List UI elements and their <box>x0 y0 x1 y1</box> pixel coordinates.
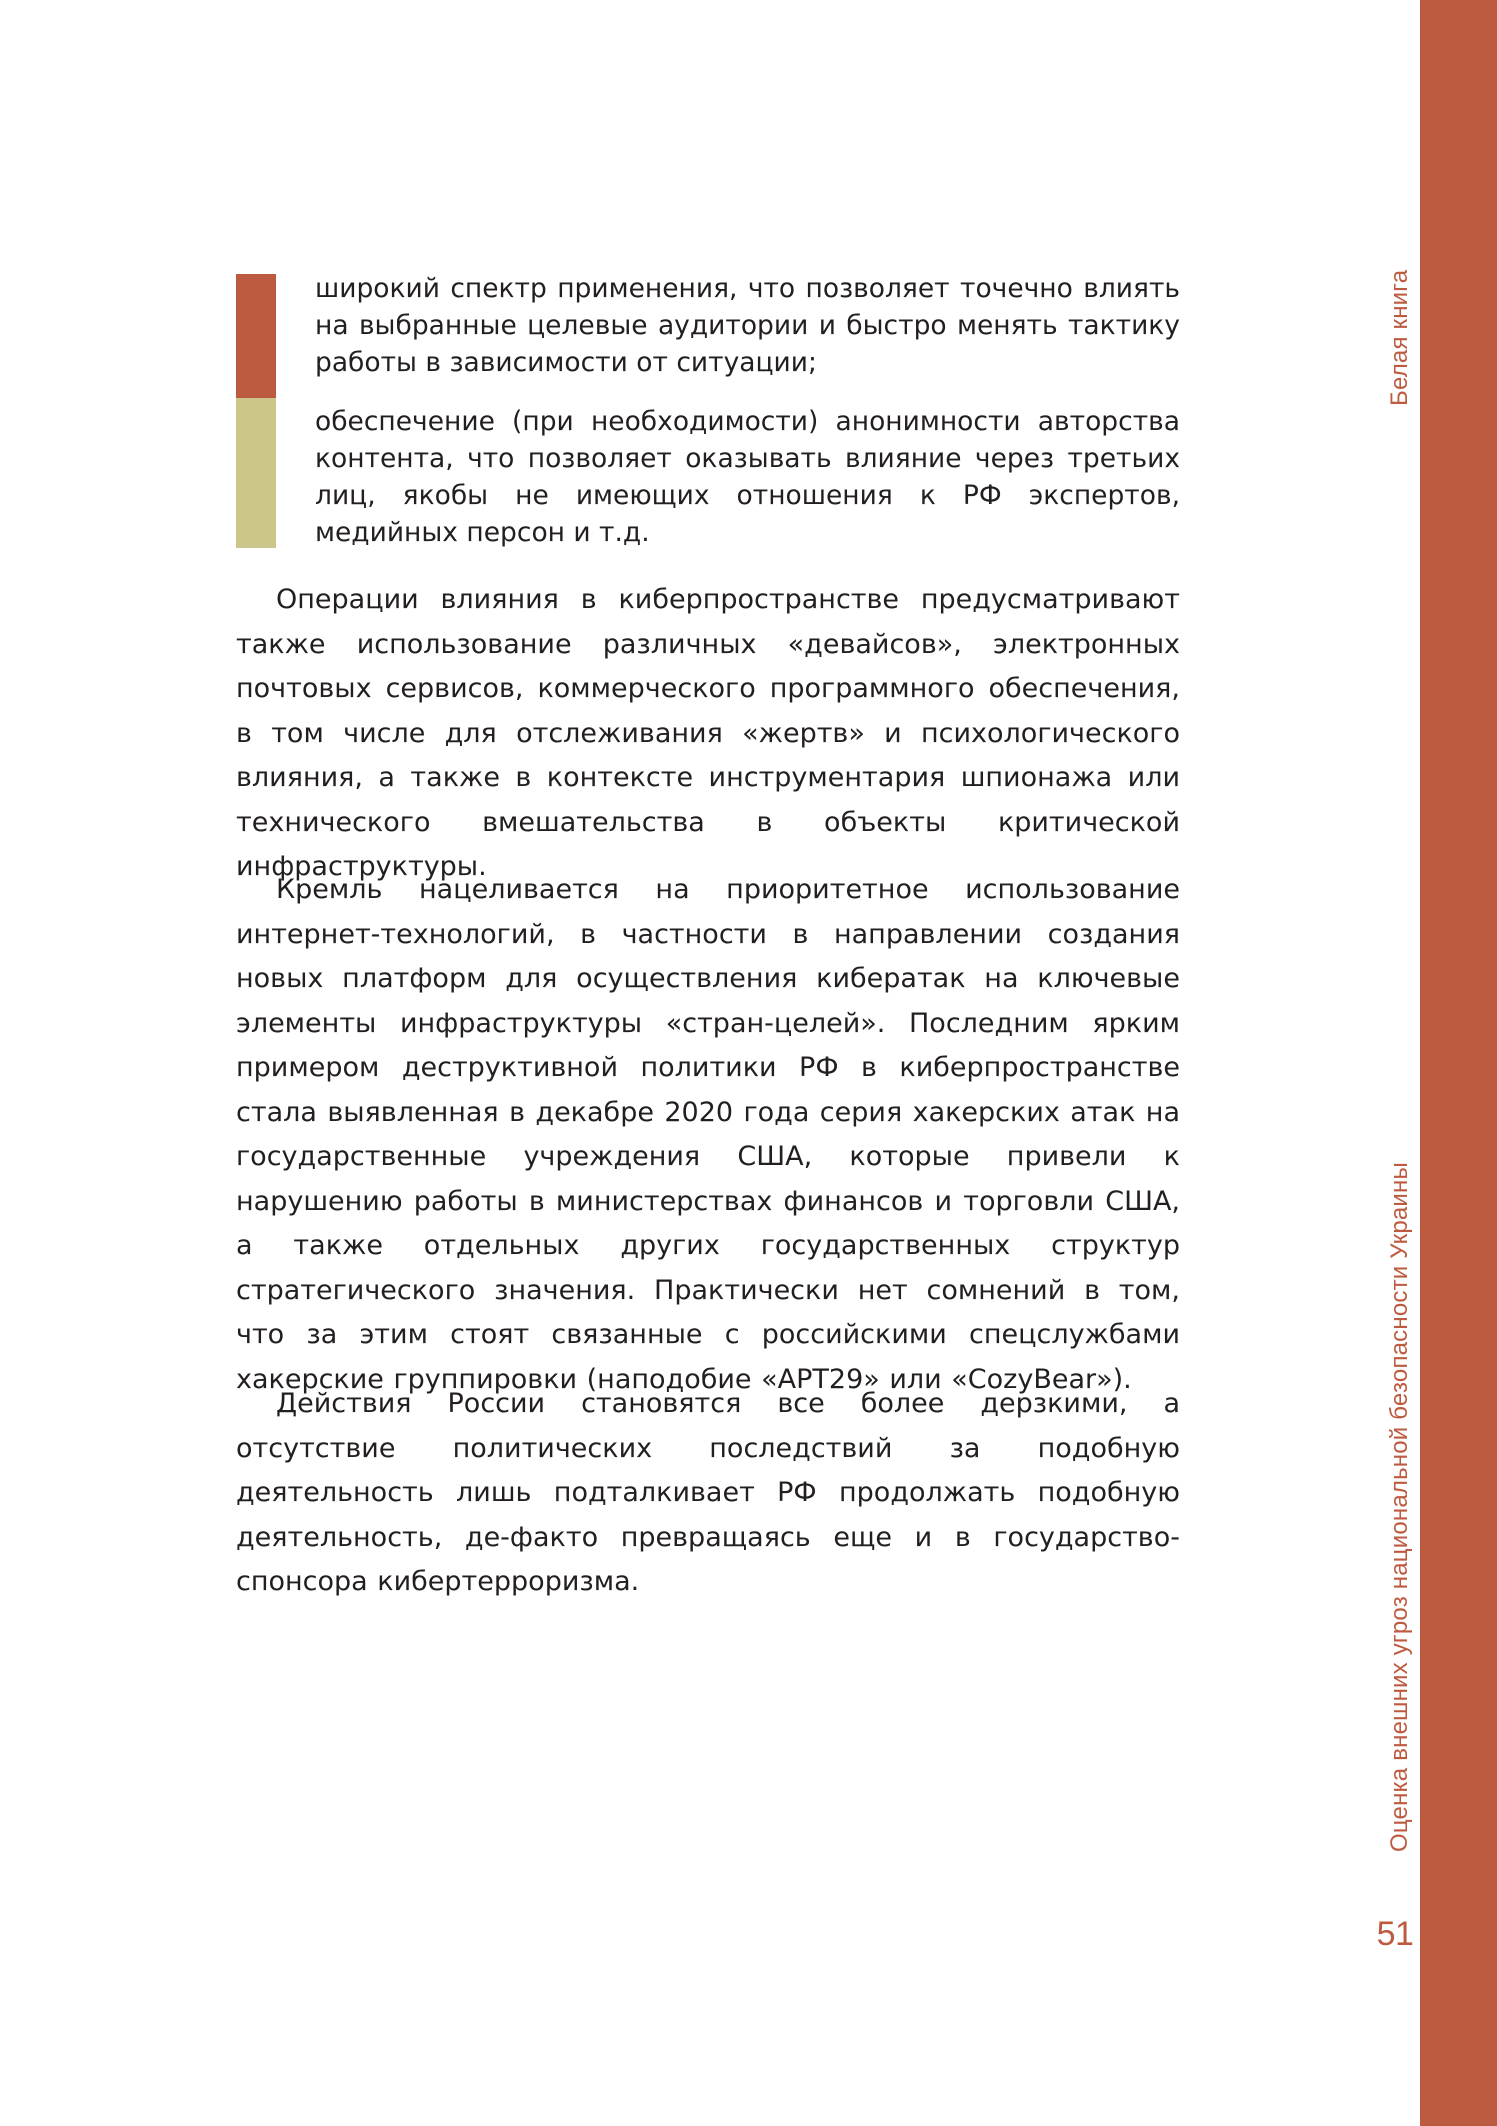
running-title-document: Оценка внешних угроз национальной безопасности Украины <box>1386 1162 1413 1852</box>
side-color-band <box>1420 0 1497 2126</box>
bullet-bar-secondary <box>236 398 276 548</box>
page-number: 51 <box>1376 1915 1414 1953</box>
running-title-book: Белая книга <box>1386 269 1413 406</box>
paragraph-kremlin: Кремль нацеливается на приоритетное использование интернет-технологий, в частности в направлении создания новых платформ для осуществления кибератак на ключевые элементы инфраструктуры «стран-целей». Последним ярким примером деструктивной политики РФ в киберпространстве стала выявленная в декабре 2020 года серия хакерских атак на государственные учреждения США, которые привели к нарушению работы в министерствах финансов и торговли США, а также отдельных других государственных структур стратегического значения. Практически нет сомнений в том, что за этим стоят связанные с российскими спецслужбами хакерские группировки (наподобие «APT29» или «CozyBear»). <box>236 874 1180 1395</box>
paragraph-devices: Операции влияния в киберпространстве предусматривают также использование различных «девайсов», электронных почтовых сервисов, коммерческого программного обеспечения, в том числе для отслеживания «жертв» и психологического влияния, а также в контексте инструментария шпионажа или технического вмешательства в объекты критической инфраструктуры. <box>236 584 1180 882</box>
paragraph-russia-actions: Действия России становятся все более дерзкими, а отсутствие политических последствий за подобную деятельность лишь подталкивает РФ продолжать подобную деятельность, де-факто превращаясь еще и в государство-спонсора кибертерроризма. <box>236 1388 1180 1597</box>
bullet-bar-accent <box>236 274 276 398</box>
bullet-item-anonymity: обеспечение (при необходимости) анонимности авторства контента, что позволяет оказывать влияние через третьих лиц, якобы не имеющих отношения к РФ экспертов, медийных персон и т.д. <box>315 406 1180 548</box>
bullet-item-scope: широкий спектр применения, что позволяет точечно влиять на выбранные целевые аудитории и быстро менять тактику работы в зависимости от ситуации; <box>315 273 1180 378</box>
